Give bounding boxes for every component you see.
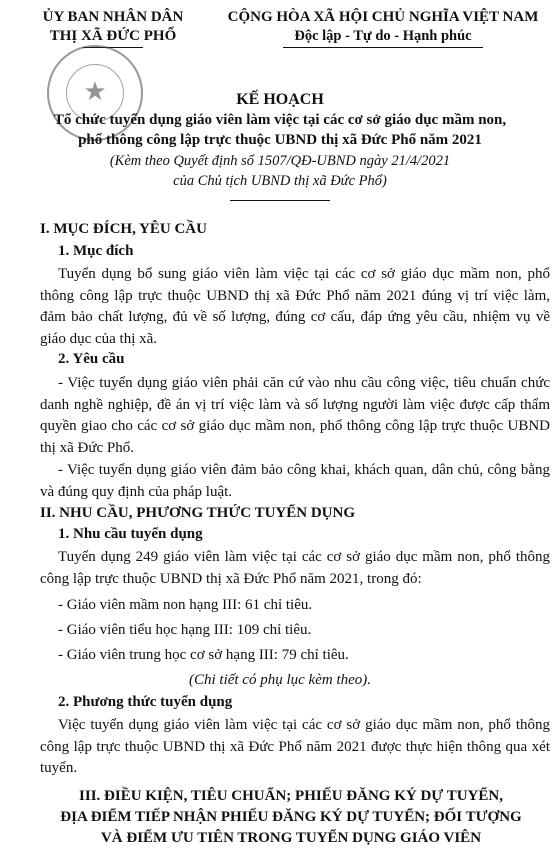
motto-underline [283, 47, 483, 48]
section-2-2-heading: 2. Phương thức tuyển dụng [58, 694, 233, 710]
section-1-2-paragraph-2: - Việc tuyển dụng giáo viên đảm bảo công khai, khách quan, dân chủ, công bằng và đúng quy định của pháp luật. [40, 462, 550, 500]
section-3-heading-line-2: ĐỊA ĐIỂM TIẾP NHẬN PHIẾU ĐĂNG KÝ DỰ TUYỂN; ĐỐI TƯỢNG [60, 809, 522, 825]
section-1-1-paragraph: Tuyển dụng bổ sung giáo viên làm việc tại các cơ sở giáo dục mầm non, phổ thông công lập trực thuộc UBND thị xã Đức Phổ năm 2021 đúng vị trí việc làm, đảm bảo chất lượng, đủ về số lượng, đúng cơ cấu, đáp ứng yêu cầu, nhiệm vụ về giáo dục của thị xã. [40, 266, 550, 347]
section-1-2-heading: 2. Yêu cầu [58, 351, 125, 367]
section-3-heading-line-1: III. ĐIỀU KIỆN, TIÊU CHUẨN; PHIẾU ĐĂNG KÝ DỰ TUYỂN, [79, 788, 503, 804]
issuing-authority [18, 8, 208, 48]
section-2-2-paragraph: Việc tuyển dụng giáo viên làm việc tại các cơ sở giáo dục mầm non, phổ thông công lập trực thuộc UBND thị xã Đức Phổ năm 2021 được thực hiện thông qua xét tuyển. [40, 717, 550, 776]
authority-line-2: THỊ XÃ ĐỨC PHỔ [49, 28, 177, 44]
national-motto: Độc lập - Tự do - Hạnh phúc [294, 28, 472, 44]
title-underline [230, 200, 330, 201]
section-1-heading: I. MỤC ĐÍCH, YÊU CẦU [40, 221, 207, 237]
section-2-heading: II. NHU CẦU, PHƯƠNG THỨC TUYỂN DỤNG [40, 505, 356, 521]
section-1-2-paragraph-1: - Việc tuyển dụng giáo viên phải căn cứ vào nhu cầu công việc, tiêu chuẩn chức danh nghề nghiệp, đề án vị trí việc làm và số lượng người làm việc được cấp thẩm quyền giao cho các cơ sở giáo dục mầm non, phổ thông công lập trực thuộc UBND thị xã Đức Phổ. [40, 375, 550, 456]
authority-line-1: ỦY BAN NHÂN DÂN [42, 9, 184, 25]
decision-reference-line-2: của Chủ tịch UBND thị xã Đức Phổ) [173, 173, 387, 189]
national-header [213, 8, 553, 48]
decision-reference-line-1: (Kèm theo Quyết định số 1507/QĐ-UBND ngày 21/4/2021 [109, 153, 451, 169]
list-item: - Giáo viên trung học cơ sở hạng III: 79 chỉ tiêu. [58, 647, 349, 663]
list-item: - Giáo viên mầm non hạng III: 61 chỉ tiêu. [58, 597, 313, 613]
section-3-heading-line-3: VÀ ĐIỂM ƯU TIÊN TRONG TUYỂN DỤNG GIÁO VIÊN [100, 830, 482, 846]
section-2-1-heading: 1. Nhu cầu tuyển dụng [58, 526, 203, 542]
document-subtitle-line-2: phổ thông công lập trực thuộc UBND thị xã Đức Phổ năm 2021 [78, 132, 482, 148]
document-subtitle-line-1: Tổ chức tuyển dụng giáo viên làm việc tại các cơ sở giáo dục mầm non, [53, 112, 507, 128]
national-title: CỘNG HÒA XÃ HỘI CHỦ NGHĨA VIỆT NAM [227, 9, 539, 25]
document-title: KẾ HOẠCH [236, 91, 324, 108]
section-1-1-heading: 1. Mục đích [58, 243, 134, 259]
section-2-1-paragraph: Tuyển dụng 249 giáo viên làm việc tại các cơ sở giáo dục mầm non, phổ thông công lập trực thuộc UBND thị xã Đức Phổ năm 2021, trong đó: [40, 549, 550, 587]
list-item: - Giáo viên tiểu học hạng III: 109 chỉ tiêu. [58, 622, 312, 638]
seal-star-icon: ★ [83, 77, 107, 106]
appendix-note: (Chi tiết có phụ lục kèm theo). [188, 672, 372, 688]
